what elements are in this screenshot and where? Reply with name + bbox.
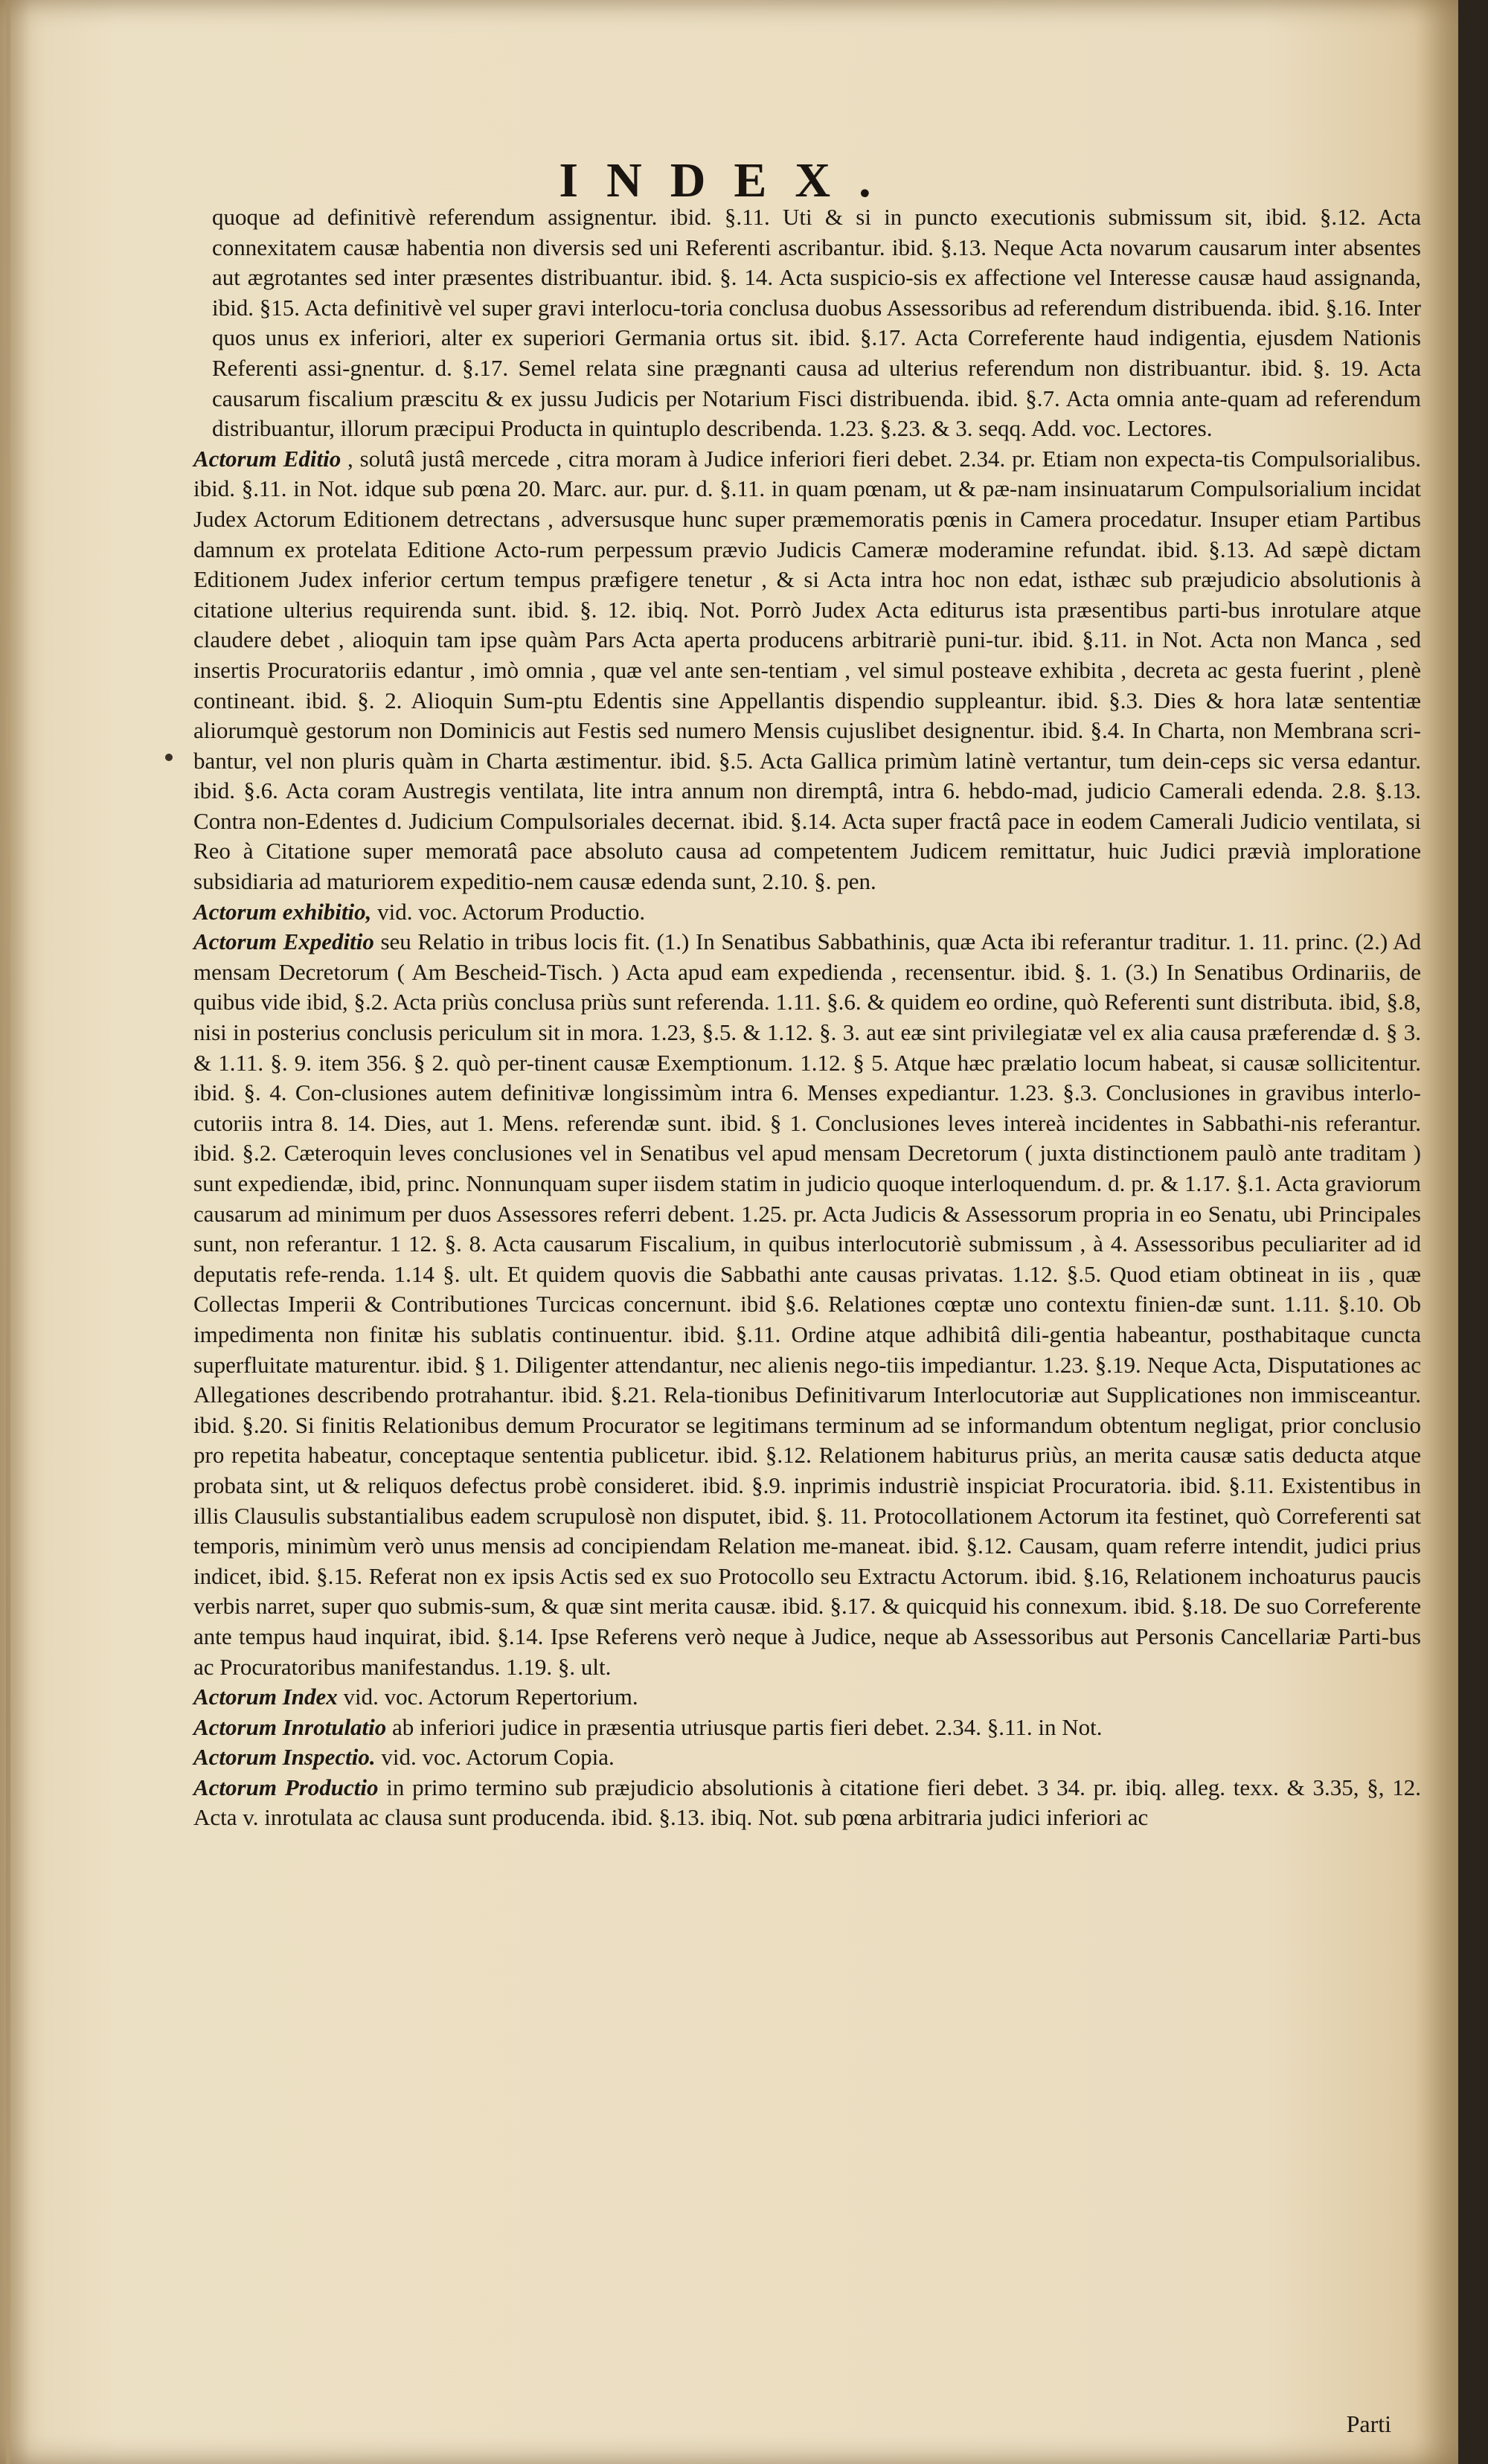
catchword: Parti (1346, 2410, 1391, 2437)
entry-headword: Actorum Inrotulatio (193, 1713, 387, 1740)
index-entry (193, 444, 1421, 897)
index-entry (193, 1773, 1421, 1833)
entry-text: in primo termino sub præjudicio absolutionis à citatione fieri debet. 3 34. pr. ibiq. alleg. texx. & 3.35, §, 12. Acta v. inrotulata ac clausa sunt producenda. ibid. §.13. ibiq. Not. sub pœna arbitraria judici inferiori ac (193, 1774, 1421, 1831)
entry-text: seu Relatio in tribus locis fit. (1.) In Senatibus Sabbathinis, quæ Acta ibi referantur traditur. 1. 11. princ. (2.) Ad mensam Decretorum ( Am Bescheid-Tisch. ) Acta apud eam expedienda , recensentur. ibid. §. 1. (3.) In Senatibus Ordinariis, de quibus vide ibid, §.2. Acta priùs conclusa priùs sunt referenda. 1.11. §.6. & quidem eo ordine, quò Referenti sunt distributa. ibid, §.8, nisi in posterius conclusis periculum sit in mora. 1.23, §.5. & 1.12. §. 3. aut eæ sint privilegiatæ vel ex alia causa præferendæ d. § 3. & 1.11. §. 9. item 356. § 2. quò per-tinent causæ Exemptionum. 1.12. § 5. Atque hæc prælatio locum habeat, si causæ sollicitentur. ibid. §. 4. Con-clusiones autem definitivæ longissimùm intra 6. Menses expediantur. 1.23. §.3. Conclusiones in gravibus interlo-cutoriis intra 8. 14. Dies, aut 1. Mens. referendæ sunt. ibid. § 1. Conclusiones leves intereà incidentes in Sabbathi-nis referantur. ibid. §.2. Cæteroquin leves conclusiones vel in Senatibus vel apud mensam Decretorum ( juxta distinctionem paulò ante traditam ) sunt expediendæ, ibid, princ. Nonnunquam super iisdem statim in judicio quoque interloquendum. d. pr. & 1.17. §.1. Acta graviorum causarum ad minimum per duos Assessores referri debent. 1.25. pr. Acta Judicis & Assessorum propria in eo Senatu, ubi Principales sunt, non referantur. 1 12. §. 8. Acta causarum Fiscalium, in quibus interlocutoriè submissum , à 4. Assessoribus peculiariter ad id deputatis refe-renda. 1.14 §. ult. Et quidem quovis die Sabbathi ante causas privatas. 1.12. §.5. Quod etiam obtineat in iis , quæ Collectas Imperii & Contributiones Turcicas concernunt. ibid §.6. Relationes cœptæ uno contextu finien-dæ sunt. 1.11. §.10. Ob impedimenta non finitæ his sublatis continuentur. ibid. §.11. Ordine atque adhibitâ dili-gentia habeantur, posthabitaque cuncta superfluitate maturentur. ibid. § 1. Diligenter attendantur, nec alienis nego-tiis impediantur. 1.23. §.19. Neque Acta, Disputationes ac Allegationes describendo protrahantur. ibid. §.21. Rela-tionibus Definitivarum Interlocutoriæ aut Supplicationes non immisceantur. ibid. §.20. Si finitis Relationibus demum Procurator se legitimans terminum ad se informandum obtentum negligat, prior conclusio pro repetita habeatur, conceptaque sententia publicetur. ibid. §.12. Relationem habiturus priùs, an merita causæ satis deducta atque probata sint, ut & reliquos defectus probè consideret. ibid. §.9. inprimis industriè inspiciat Procuratoria. ibid. §.11. Existentibus in illis Clausulis substantialibus eadem scrupulosè non disputet, ibid. §. 11. Protocollationem Actorum ita festinet, quò Correferenti sat temporis, minimùm verò unus mensis ad concipiendam Relation me-maneat. ibid. §.12. Causam, quam referre intendit, judici prius indicet, ibid. §.15. Referat non ex ipsis Actis sed ex suo Protocollo seu Extractu Actorum. ibid. §.16, Relationem inchoaturus paucis verbis narret, super quo submis-sum, & quæ sint merita causæ. ibid. §.17. & quicquid his connexum. ibid. §.18. De suo Correferente ante tempus haud inquirat, ibid. §.14. Ipse Referens verò neque à Judice, neque ab Assessoribus aut Personis Cancellariæ Parti-bus ac Procuratoribus manifestandus. 1.19. §. ult. (193, 928, 1422, 1680)
entry-text: vid. voc. Actorum Copia. (381, 1744, 615, 1771)
entry-headword: Actorum Index (193, 1684, 338, 1710)
index-entry (193, 927, 1421, 1682)
entry-headword: Actorum Productio (193, 1774, 379, 1800)
index-text (193, 202, 1421, 1833)
entry-headword: Actorum exhibitio, (193, 898, 372, 925)
index-entry (193, 897, 1421, 928)
entry-headword: Actorum Expeditio (193, 928, 374, 955)
entry-text: quoque ad definitivè referendum assignentur. ibid. §.11. Uti & si in puncto executionis submissum sit, ibid. §.12. Acta connexitatem causæ habentia non diversis sed uni Referenti ascribantur. ibid. §.13. Neque Acta novarum causarum inter absentes aut ægrotantes sed inter præsentes distribuantur. ibid. §. 14. Acta suspicio-sis ex affectione vel Interesse causæ haud assignanda, ibid. §15. Acta definitivè vel super gravi interlocu-toria conclusa duobus Assessoribus ad referendum distribuenda. ibid. §.16. Inter quos unus ex inferiori, alter ex superiori Germania ortus sit. ibid. §.17. Acta Correferente haud indigentia, ejusdem Nationis Referenti assi-gnentur. d. §.17. Semel relata sine prægnanti causa ad ulterius referendum non distribuantur. ibid. §. 19. Acta causarum fiscalium præscitu & ex jussu Judicis per Notarium Fisci distribuenda. ibid. §.7. Acta omnia ante-quam ad referendum distribuantur, illorum præcipui Producta in quintuplo describenda. 1.23. §.23. & 3. seqq. Add. voc. Lectores. (212, 204, 1421, 442)
ink-spot (165, 754, 173, 761)
entry-text: ab inferiori judice in præsentia utriusque partis fieri debet. 2.34. §.11. in Not. (392, 1713, 1103, 1740)
entry-headword: Actorum Inspectio. (193, 1744, 376, 1771)
index-entry-continuation (193, 202, 1421, 444)
page-title: INDEX. (559, 153, 899, 208)
entry-text: vid. voc. Actorum Productio. (377, 898, 646, 925)
entry-text: vid. voc. Actorum Repertorium. (343, 1684, 638, 1710)
entry-headword: Actorum Editio (193, 445, 341, 472)
index-entry (193, 1682, 1421, 1713)
entry-text: , solutâ justâ mercede , citra moram à Judice inferiori fieri debet. 2.34. pr. Etiam non expecta-tis Compulsorialibus. ibid. §.11. in Not. idque sub pœna 20. Marc. aur. pur. d. §.11. in quam pœnam, ut & pæ-nam insinuatarum Compulsorialium incidat Judex Actorum Editionem detrectans , adversusque hunc super præmemoratis pœnis in Camera procedatur. Insuper etiam Partibus damnum ex protelata Editione Acto-rum perpessum prævio Judicis Cameræ moderamine refundat. ibid. §.13. Ad sæpè dictam Editionem Judex inferior certum tempus præfigere tenetur , & si Acta intra hoc non edat, isthæc sub præjudicio absolutionis à citatione ulterius requirenda sunt. ibid. §. 12. ibiq. Not. Porrò Judex Acta editurus ista præsentibus parti-bus inrotulare atque claudere debet , alioquin tam ipse quàm Pars Acta aperta producens arbitrariè puni-tur. ibid. §.11. in Not. Acta non Manca , sed insertis Procuratoriis edantur , imò omnia , quæ vel ante sen-tentiam , vel simul posteave exhibita , decreta ac gesta fuerint , plenè contineant. ibid. §. 2. Alioquin Sum-ptu Edentis sine Appellantis dispendio suppleantur. ibid. §.3. Dies & hora latæ sententiæ aliorumquè gestorum non Dominicis aut Festis sed numero Mensis cujuslibet designentur. ibid. §.4. In Charta, non Membrana scri-bantur, vel non pluris quàm in Charta æstimentur. ibid. §.5. Acta Gallica primùm latinè vertantur, tum dein-ceps sic versa edantur. ibid. §.6. Acta coram Austregis ventilata, lite intra annum non diremptâ, intra 6. hebdo-mad, judicio Camerali edenda. 2.8. §.13. Contra non-Edentes d. Judicium Compulsoriales decernat. ibid. §.14. Acta super fractâ pace in eodem Camerali Judicio ventilata, si Reo à Citatione super memoratâ pace absoluto causa ad competentem Judicem remittatur, huic Judici prævià imploratione subsidiaria ad maturiorem expeditio-nem causæ edenda sunt, 2.10. §. pen. (193, 445, 1422, 895)
index-entry (193, 1742, 1421, 1773)
index-entry (193, 1713, 1421, 1743)
